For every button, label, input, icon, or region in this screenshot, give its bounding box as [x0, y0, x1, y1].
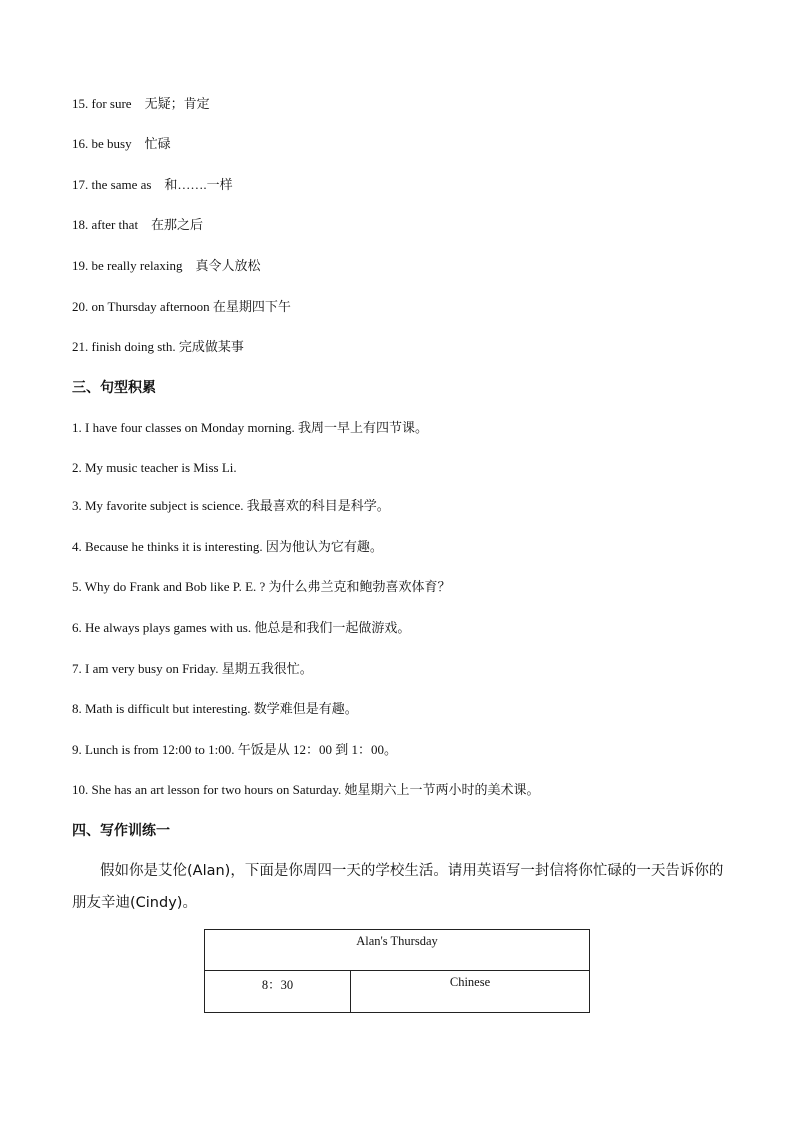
phrase-item: 18. after that 在那之后: [72, 217, 204, 232]
table-cell-time: 8：30: [205, 971, 351, 1013]
phrase-item: 16. be busy 忙碌: [72, 136, 171, 151]
phrase-item: 20. on Thursday afternoon 在星期四下午: [72, 299, 291, 314]
phrase-item: 15. for sure 无疑；肯定: [72, 96, 210, 111]
table-cell-subject: Chinese: [351, 971, 590, 1013]
sentence-item: 8. Math is difficult but interesting. 数学难但是有趣。: [72, 701, 358, 716]
section-heading-writing: 四、写作训练一: [72, 823, 170, 839]
sentence-item: 4. Because he thinks it is interesting. 因为他认为它有趣。: [72, 539, 383, 554]
sentence-item: 6. He always plays games with us. 他总是和我们一起做游戏。: [72, 620, 411, 635]
writing-prompt: 假如你是艾伦(Alan)，下面是你周四一天的学校生活。请用英语写一封信将你忙碌的一天告诉你的朋友辛迪(Cindy)。: [72, 863, 724, 911]
schedule-table: [204, 929, 590, 1013]
table-caption-row: [205, 930, 590, 971]
table-caption: Alan's Thursday: [205, 930, 590, 971]
sentence-item: 2. My music teacher is Miss Li.: [72, 460, 237, 475]
phrase-item: 21. finish doing sth. 完成做某事: [72, 339, 244, 354]
phrase-item: 19. be really relaxing 真令人放松: [72, 258, 261, 273]
sentence-item: 7. I am very busy on Friday. 星期五我很忙。: [72, 661, 313, 676]
sentence-item: 1. I have four classes on Monday morning. 我周一早上有四节课。: [72, 420, 429, 435]
sentence-item: 5. Why do Frank and Bob like P. E. ? 为什么弗兰克和鲍勃喜欢体育？: [72, 579, 451, 594]
phrase-item: 17. the same as 和…….一样: [72, 177, 233, 192]
sentence-item: 9. Lunch is from 12:00 to 1:00. 午饭是从 12：00 到 1：00。: [72, 742, 397, 757]
sentence-item: 3. My favorite subject is science. 我最喜欢的科目是科学。: [72, 498, 390, 513]
table-row: [205, 971, 590, 1013]
sentence-item: 10. She has an art lesson for two hours on Saturday. 她星期六上一节两小时的美术课。: [72, 782, 540, 797]
section-heading-sentences: 三、句型积累: [72, 380, 156, 396]
